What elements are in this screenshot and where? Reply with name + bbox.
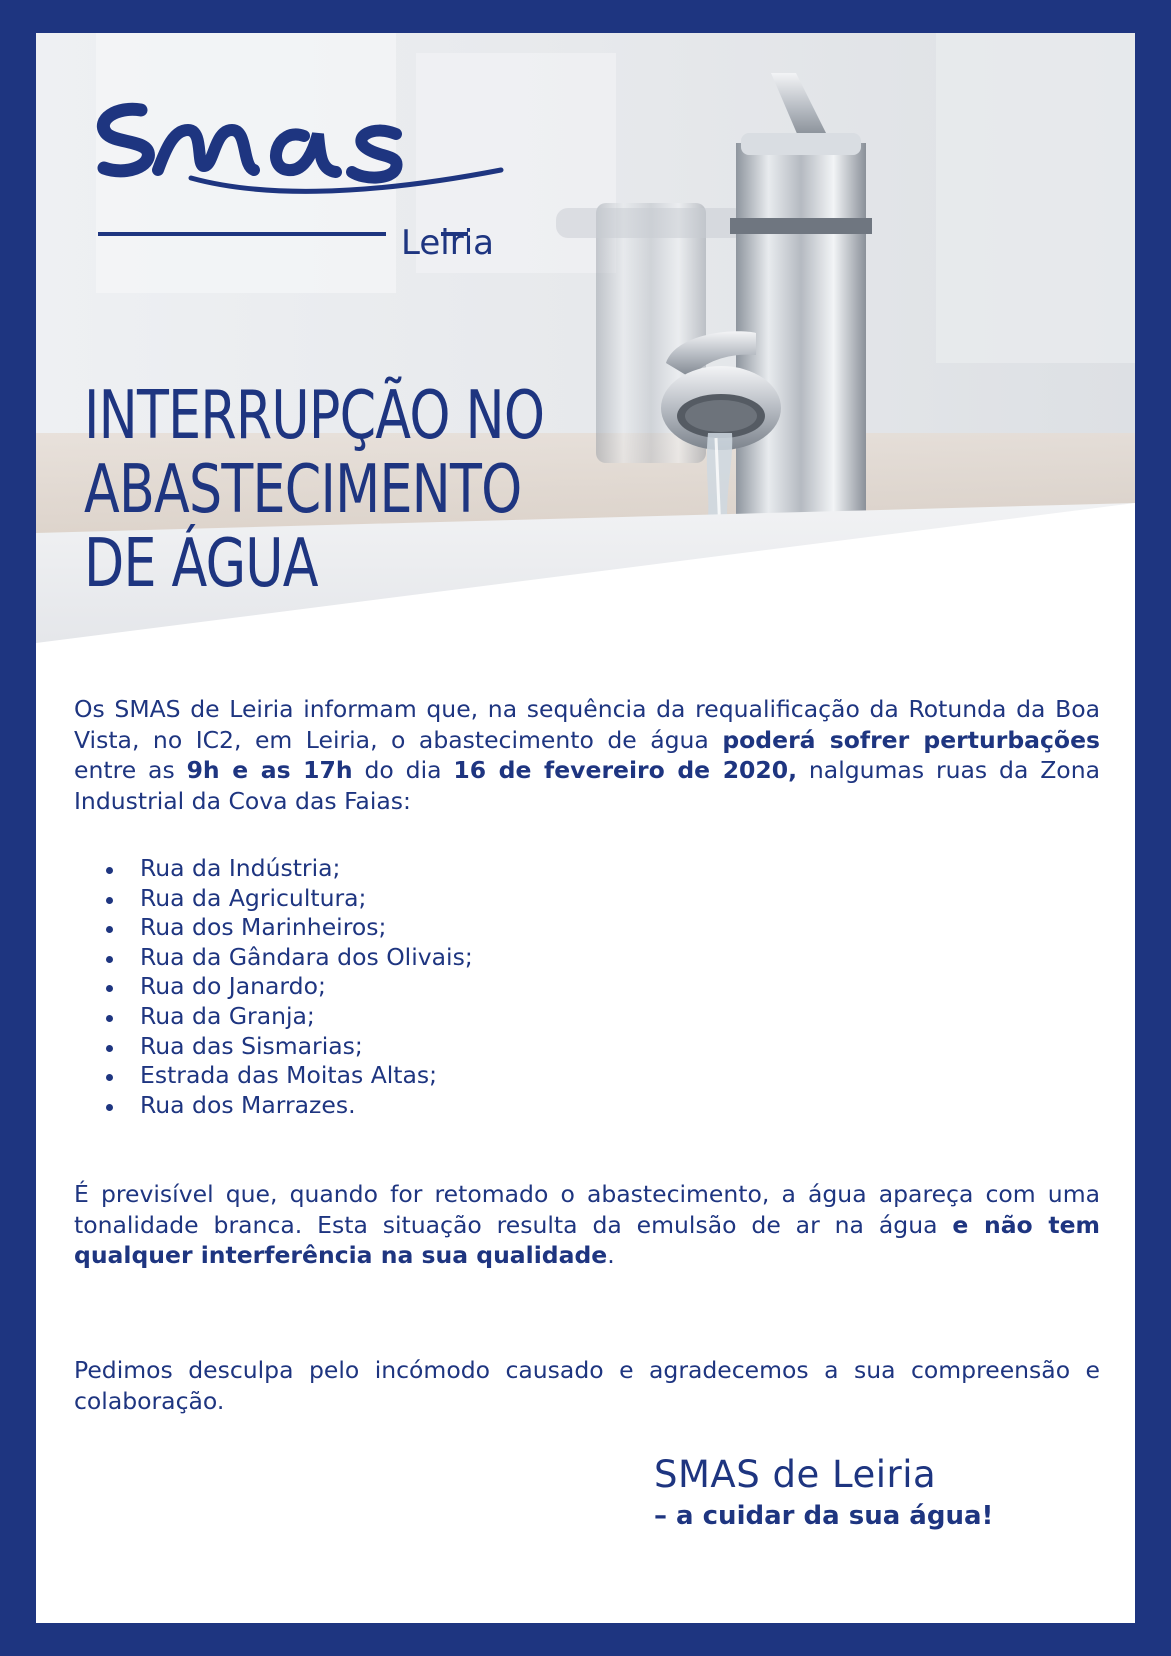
headline-line-3: DE ÁGUA [84,524,318,602]
list-item: Rua das Sismarias; [106,1032,473,1062]
signoff [654,1453,1074,1535]
intro-text-1: Os SMAS de Leiria informam que, na sequência da requalificação da Rotunda da Boa Vista, no IC2, em Leiria, o abastecimento de água [74,695,1100,754]
intro-text-2: entre as [74,756,187,784]
logo-city: Leiria [401,223,494,263]
headline-line-1: INTERRUPÇÃO NO [84,376,545,454]
headline-line-2: ABASTECIMENTO [84,450,522,528]
notice-page [36,33,1135,1623]
notice-headline [84,378,552,600]
list-item: Estrada das Moitas Altas; [106,1061,473,1091]
note-text-1: É previsível que, quando for retomado o abastecimento, a água apareça com uma tonalidade branca. Esta situação resulta da emulsão de ar na água [74,1180,1100,1239]
street-list [106,854,473,1120]
apology-paragraph: Pedimos desculpa pelo incómodo causado e agradecemos a sua compreensão e colaboração. [74,1356,1100,1415]
hero-image-faucet [36,33,1135,673]
note-bold: e não tem qualquer interferência na sua qualidade [74,1210,1100,1269]
intro-bold-2: 9h e as 17h [186,756,353,784]
smas-logo [96,88,536,268]
list-item: Rua da Granja; [106,1002,473,1032]
intro-text-3: do dia [352,756,454,784]
list-item: Rua da Agricultura; [106,884,473,914]
signoff-tagline: – a cuidar da sua água! [654,1501,994,1531]
list-item: Rua da Gândara dos Olivais; [106,943,473,973]
intro-bold-1: poderá sofrer perturbações [722,725,1101,754]
intro-text-4: nalgumas ruas da Zona Industrial da Cova das Faias: [74,756,1100,815]
intro-paragraph [74,694,1100,816]
list-item: Rua do Janardo; [106,972,473,1002]
intro-bold-3: 16 de fevereiro de 2020, [453,756,798,784]
signoff-org: SMAS de Leiria [654,1453,937,1496]
list-item: Rua dos Marrazes. [106,1091,473,1121]
note-text-2: . [607,1241,615,1269]
water-color-note [74,1179,1100,1271]
list-item: Rua da Indústria; [106,854,473,884]
list-item: Rua dos Marinheiros; [106,913,473,943]
